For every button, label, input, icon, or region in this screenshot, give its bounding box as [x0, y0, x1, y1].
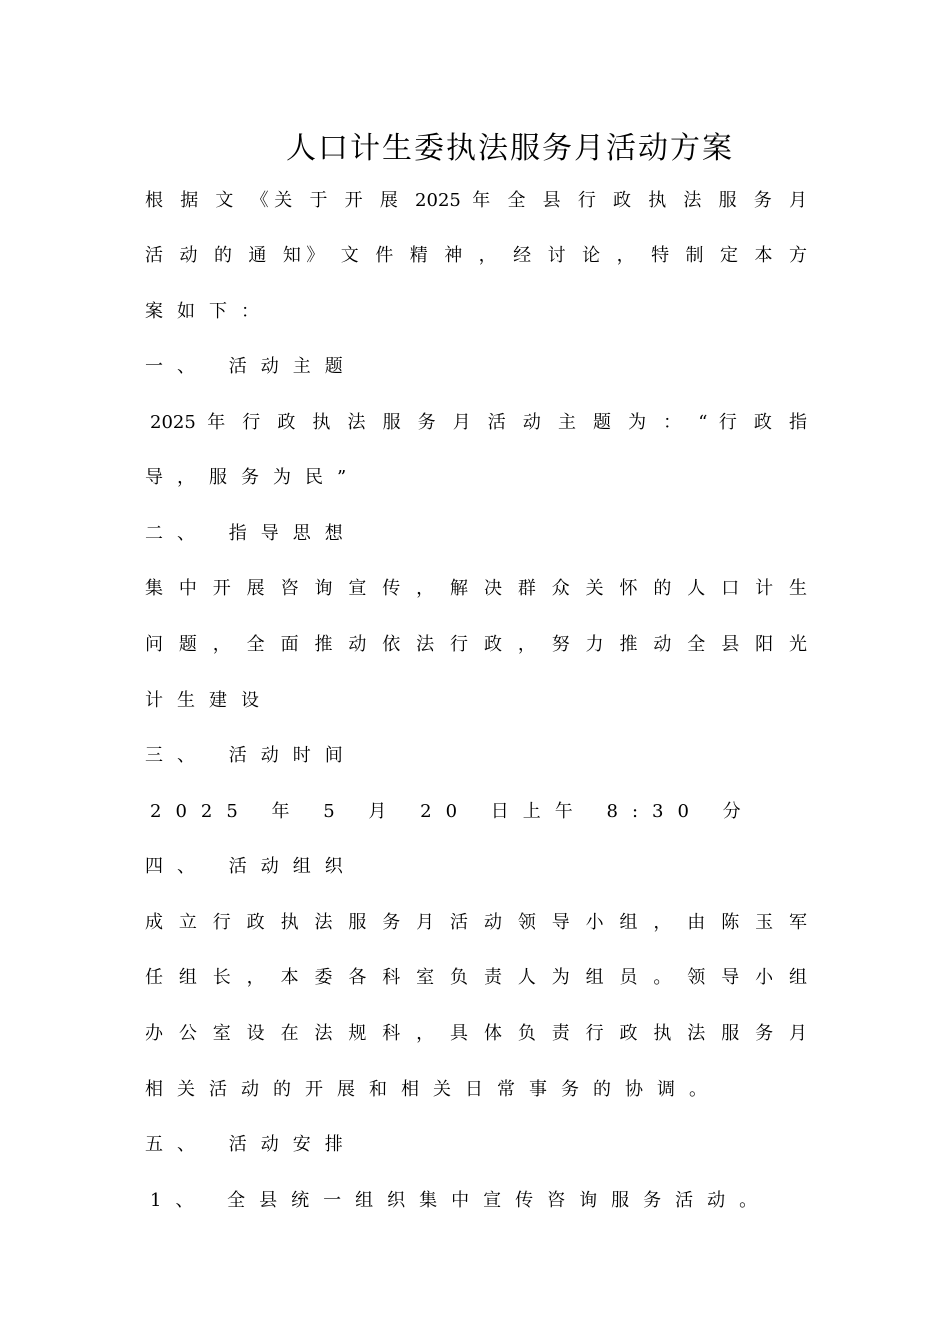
- section-heading-3: 三、 活动时间: [145, 745, 357, 766]
- paragraph-line-7: 问 题 ， 全 面 推 动 依 法 行 政 ， 努 力 推 动 全 县 阳 光: [145, 634, 807, 655]
- section-heading-1: 一、 活动主题: [145, 356, 357, 377]
- section-heading-4: 四、 活动组织: [145, 856, 357, 877]
- paragraph-line-2: 活 动 的 通 知》 文 件 精 神 ， 经 讨 论 ， 特 制 定 本 方: [145, 245, 807, 266]
- paragraph-line-8: 计生建设: [145, 690, 273, 711]
- paragraph-line-4: 2025 年 行 政 执 法 服 务 月 活 动 主 题 为 ： “ 行 政 指: [150, 412, 807, 433]
- paragraph-line-3: 案如下：: [145, 301, 273, 322]
- section-heading-5: 五、 活动安排: [145, 1134, 357, 1155]
- paragraph-line-1: 根 据 文 《关 于 开 展 2025 年 全 县 行 政 执 法 服 务 月: [145, 190, 807, 211]
- document-title: 人口计生委执法服务月活动方案: [286, 131, 734, 166]
- paragraph-line-14: 1、 全县统一组织集中宣传咨询服务活动。: [150, 1190, 772, 1211]
- paragraph-line-10: 成 立 行 政 执 法 服 务 月 活 动 领 导 小 组 ， 由 陈 玉 军: [145, 912, 807, 933]
- paragraph-line-12: 办 公 室 设 在 法 规 科 ， 具 体 负 责 行 政 执 法 服 务 月: [145, 1023, 807, 1044]
- paragraph-line-11: 任 组 长 ， 本 委 各 科 室 负 责 人 为 组 员 。 领 导 小 组: [145, 967, 807, 988]
- paragraph-line-6: 集 中 开 展 咨 询 宣 传 ， 解 决 群 众 关 怀 的 人 口 计 生: [145, 578, 807, 599]
- paragraph-line-5: 导，服务为民”: [145, 467, 361, 488]
- section-heading-2: 二、 指导思想: [145, 523, 357, 544]
- paragraph-line-13: 相关活动的开展和相关日常事务的协调。: [145, 1079, 721, 1100]
- paragraph-line-9: 2025 年 5 月 20 日上午 8:30 分: [150, 801, 755, 822]
